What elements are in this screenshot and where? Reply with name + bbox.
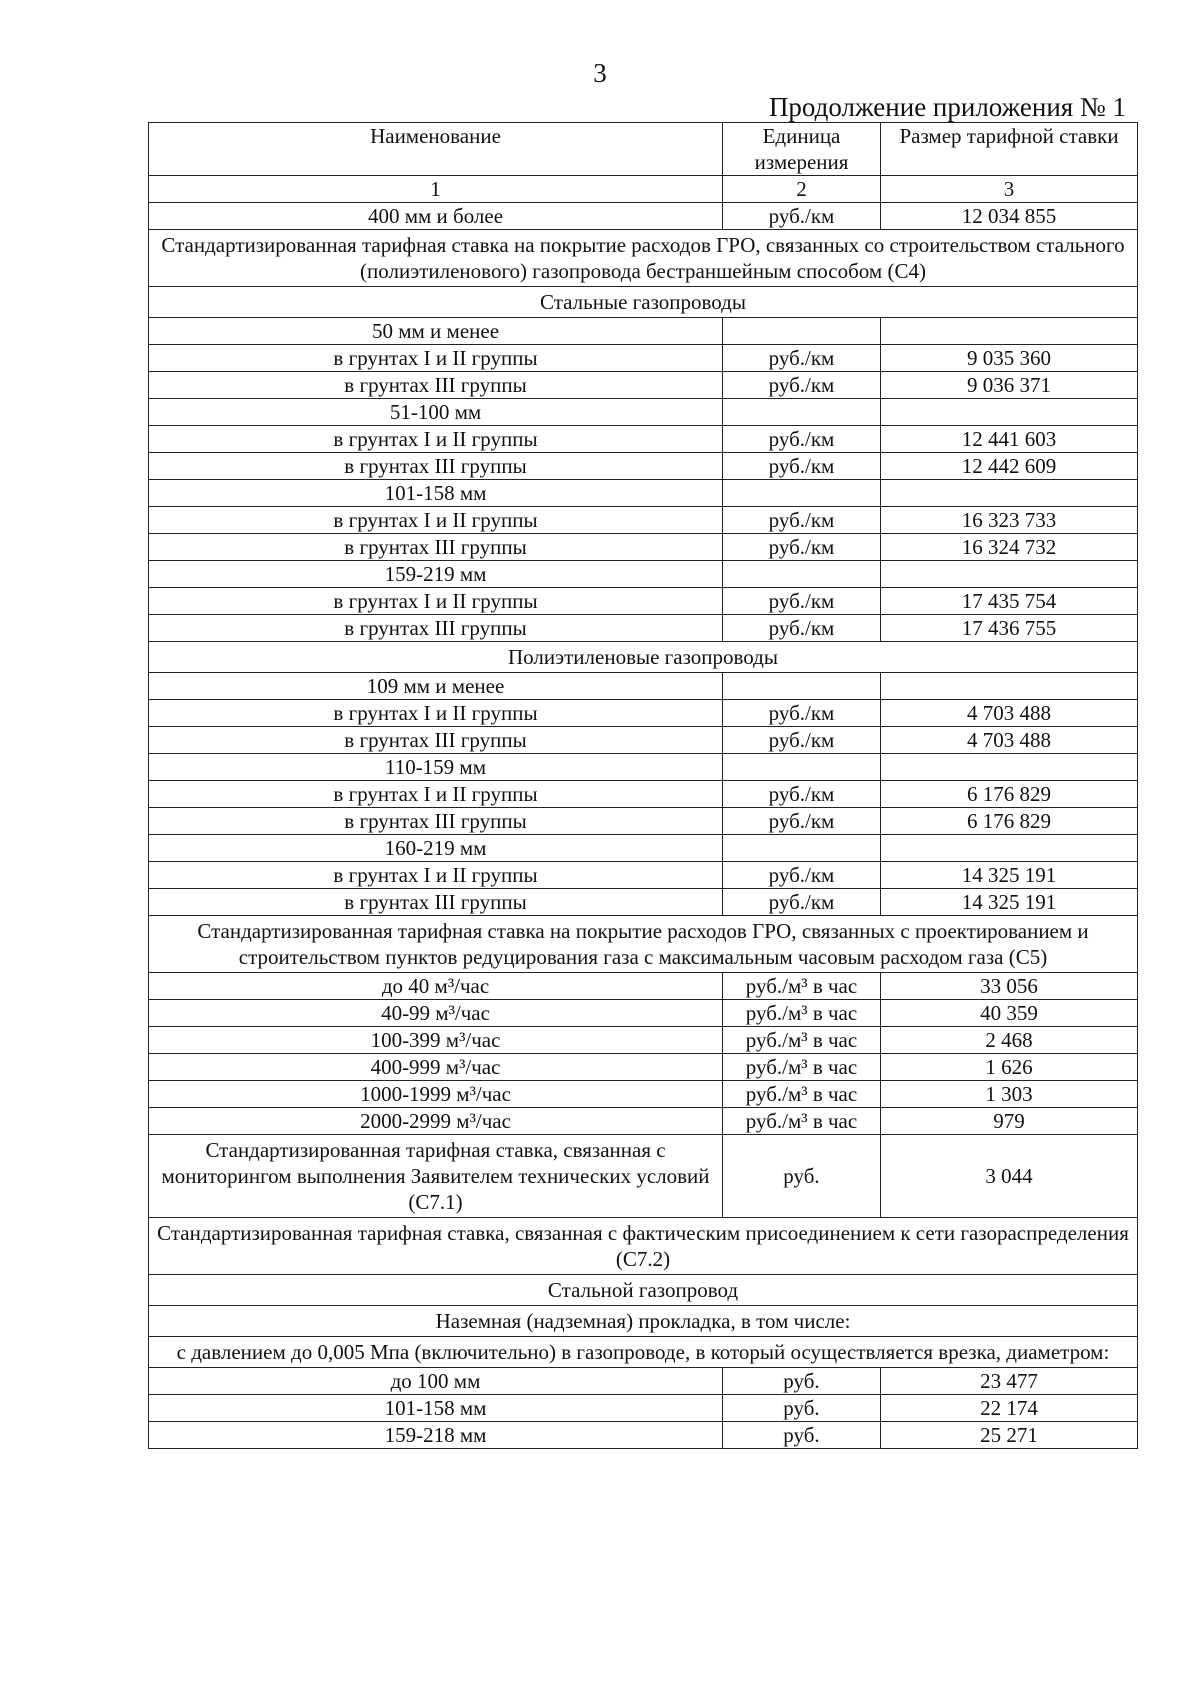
row-unit: руб./км [723,534,881,561]
table-row [149,203,1138,230]
row-name: 2000-2999 м³/час [149,1108,723,1135]
row-value: 17 436 755 [881,615,1138,642]
column-number: 3 [881,176,1138,203]
row-value: 23 477 [881,1368,1138,1395]
row-name: 101-158 мм [149,1395,723,1422]
column-numbers-row [149,176,1138,203]
column-number: 1 [149,176,723,203]
row-value: 25 271 [881,1422,1138,1449]
row-unit [723,399,881,426]
row-value: 1 626 [881,1054,1138,1081]
section-heading-row [149,1337,1138,1368]
table-row [149,1027,1138,1054]
row-unit: руб./км [723,507,881,534]
section-heading-row [149,642,1138,673]
row-unit: руб./км [723,808,881,835]
table-row [149,1395,1138,1422]
table-row [149,700,1138,727]
row-value: 6 176 829 [881,808,1138,835]
row-name: Стандартизированная тарифная ставка, связанная с мониторингом выполнения Заявителем технических условий (С7.1) [149,1135,723,1218]
row-value: 979 [881,1108,1138,1135]
row-unit: руб. [723,1135,881,1218]
table-row [149,345,1138,372]
row-name: 50 мм и менее [149,318,723,345]
table-row [149,561,1138,588]
row-unit: руб./км [723,727,881,754]
row-name: в грунтах I и II группы [149,862,723,889]
table-row [149,835,1138,862]
row-unit: руб./км [723,700,881,727]
table-row [149,318,1138,345]
row-value: 40 359 [881,1000,1138,1027]
row-value: 6 176 829 [881,781,1138,808]
row-unit: руб./км [723,889,881,916]
row-unit: руб./км [723,862,881,889]
table-row [149,754,1138,781]
table-header-row [149,123,1138,176]
column-number: 2 [723,176,881,203]
row-name: 40-99 м³/час [149,1000,723,1027]
row-value [881,673,1138,700]
page-number: 3 [593,58,607,88]
table-row [149,1135,1138,1218]
row-name: в грунтах I и II группы [149,345,723,372]
row-value: 12 034 855 [881,203,1138,230]
row-name: 400 мм и более [149,203,723,230]
row-unit [723,835,881,862]
row-name: в грунтах I и II группы [149,781,723,808]
row-unit: руб./км [723,372,881,399]
tariff-table [148,122,1138,1449]
table-row [149,673,1138,700]
table-row [149,588,1138,615]
row-name: 51-100 мм [149,399,723,426]
row-unit: руб./км [723,615,881,642]
row-unit: руб./км [723,426,881,453]
row-unit: руб./м³ в час [723,1027,881,1054]
row-unit: руб./км [723,453,881,480]
section-heading-row [149,287,1138,318]
row-unit: руб./км [723,203,881,230]
section-heading-row [149,916,1138,973]
row-name: до 100 мм [149,1368,723,1395]
table-row [149,1054,1138,1081]
table-row [149,534,1138,561]
row-name: до 40 м³/час [149,973,723,1000]
row-name: в грунтах I и II группы [149,700,723,727]
row-name: 110-159 мм [149,754,723,781]
row-unit [723,480,881,507]
row-name: в грунтах I и II группы [149,426,723,453]
row-value: 22 174 [881,1395,1138,1422]
table-row [149,1368,1138,1395]
table-row [149,1422,1138,1449]
section-heading-row [149,1275,1138,1306]
row-value: 9 035 360 [881,345,1138,372]
section-heading-row [149,1306,1138,1337]
row-name: в грунтах I и II группы [149,588,723,615]
table-row [149,399,1138,426]
row-unit: руб./км [723,781,881,808]
header-name: Наименование [149,123,723,176]
row-name: 109 мм и менее [149,673,723,700]
row-value [881,480,1138,507]
table-row [149,426,1138,453]
row-value: 12 442 609 [881,453,1138,480]
row-name: в грунтах III группы [149,615,723,642]
row-value: 14 325 191 [881,862,1138,889]
header-value: Размер тарифной ставки [881,123,1138,176]
table-row [149,1108,1138,1135]
row-name: 400-999 м³/час [149,1054,723,1081]
row-value: 14 325 191 [881,889,1138,916]
row-value [881,561,1138,588]
row-value: 3 044 [881,1135,1138,1218]
table-row [149,615,1138,642]
table-row [149,372,1138,399]
table-row [149,862,1138,889]
row-unit: руб./м³ в час [723,1000,881,1027]
section-heading: Стальной газопровод [149,1275,1138,1306]
row-value: 4 703 488 [881,727,1138,754]
table-row [149,453,1138,480]
row-name: в грунтах III группы [149,534,723,561]
row-name: в грунтах III группы [149,727,723,754]
row-name: 100-399 м³/час [149,1027,723,1054]
row-value: 12 441 603 [881,426,1138,453]
row-unit: руб. [723,1368,881,1395]
row-name: в грунтах III группы [149,372,723,399]
row-value: 4 703 488 [881,700,1138,727]
row-unit: руб./м³ в час [723,1108,881,1135]
row-name: в грунтах III группы [149,808,723,835]
row-unit: руб./км [723,345,881,372]
row-unit [723,561,881,588]
row-unit: руб./м³ в час [723,973,881,1000]
row-value [881,318,1138,345]
row-unit [723,754,881,781]
row-name: 101-158 мм [149,480,723,507]
table-row [149,781,1138,808]
row-name: в грунтах I и II группы [149,507,723,534]
table-row [149,1000,1138,1027]
row-name: в грунтах III группы [149,889,723,916]
row-name: 159-218 мм [149,1422,723,1449]
row-unit: руб. [723,1422,881,1449]
section-heading-row [149,230,1138,287]
table-row [149,808,1138,835]
table-row [149,507,1138,534]
table-row [149,973,1138,1000]
section-heading: Наземная (надземная) прокладка, в том числе: [149,1306,1138,1337]
row-value: 16 323 733 [881,507,1138,534]
row-value [881,399,1138,426]
row-name: в грунтах III группы [149,453,723,480]
row-unit [723,673,881,700]
row-unit: руб. [723,1395,881,1422]
section-heading: Стандартизированная тарифная ставка на покрытие расходов ГРО, связанных с проектированием и строительством пунктов редуцирования газа с максимальным часовым расходом газа (С5) [149,916,1138,973]
row-value: 16 324 732 [881,534,1138,561]
section-heading: с давлением до 0,005 Мпа (включительно) в газопроводе, в который осуществляется врезка, диаметром: [149,1337,1138,1368]
section-heading-row [149,1218,1138,1275]
row-value: 17 435 754 [881,588,1138,615]
row-value: 33 056 [881,973,1138,1000]
row-unit: руб./м³ в час [723,1081,881,1108]
row-value [881,754,1138,781]
row-name: 159-219 мм [149,561,723,588]
table-row [149,889,1138,916]
row-unit: руб./м³ в час [723,1054,881,1081]
row-value [881,835,1138,862]
table-row [149,727,1138,754]
row-value: 9 036 371 [881,372,1138,399]
row-unit: руб./км [723,588,881,615]
table-row [149,480,1138,507]
row-unit [723,318,881,345]
section-heading: Полиэтиленовые газопроводы [149,642,1138,673]
row-value: 1 303 [881,1081,1138,1108]
row-name: 160-219 мм [149,835,723,862]
section-heading: Стальные газопроводы [149,287,1138,318]
row-name: 1000-1999 м³/час [149,1081,723,1108]
table-row [149,1081,1138,1108]
section-heading: Стандартизированная тарифная ставка на покрытие расходов ГРО, связанных со строительством стального (полиэтиленового) газопровода бестраншейным способом (С4) [149,230,1138,287]
continuation-label: Продолжение приложения № 1 [768,92,1126,122]
header-unit: Единица измерения [723,123,881,176]
row-value: 2 468 [881,1027,1138,1054]
section-heading: Стандартизированная тарифная ставка, связанная с фактическим присоединением к сети газораспределения (С7.2) [149,1218,1138,1275]
